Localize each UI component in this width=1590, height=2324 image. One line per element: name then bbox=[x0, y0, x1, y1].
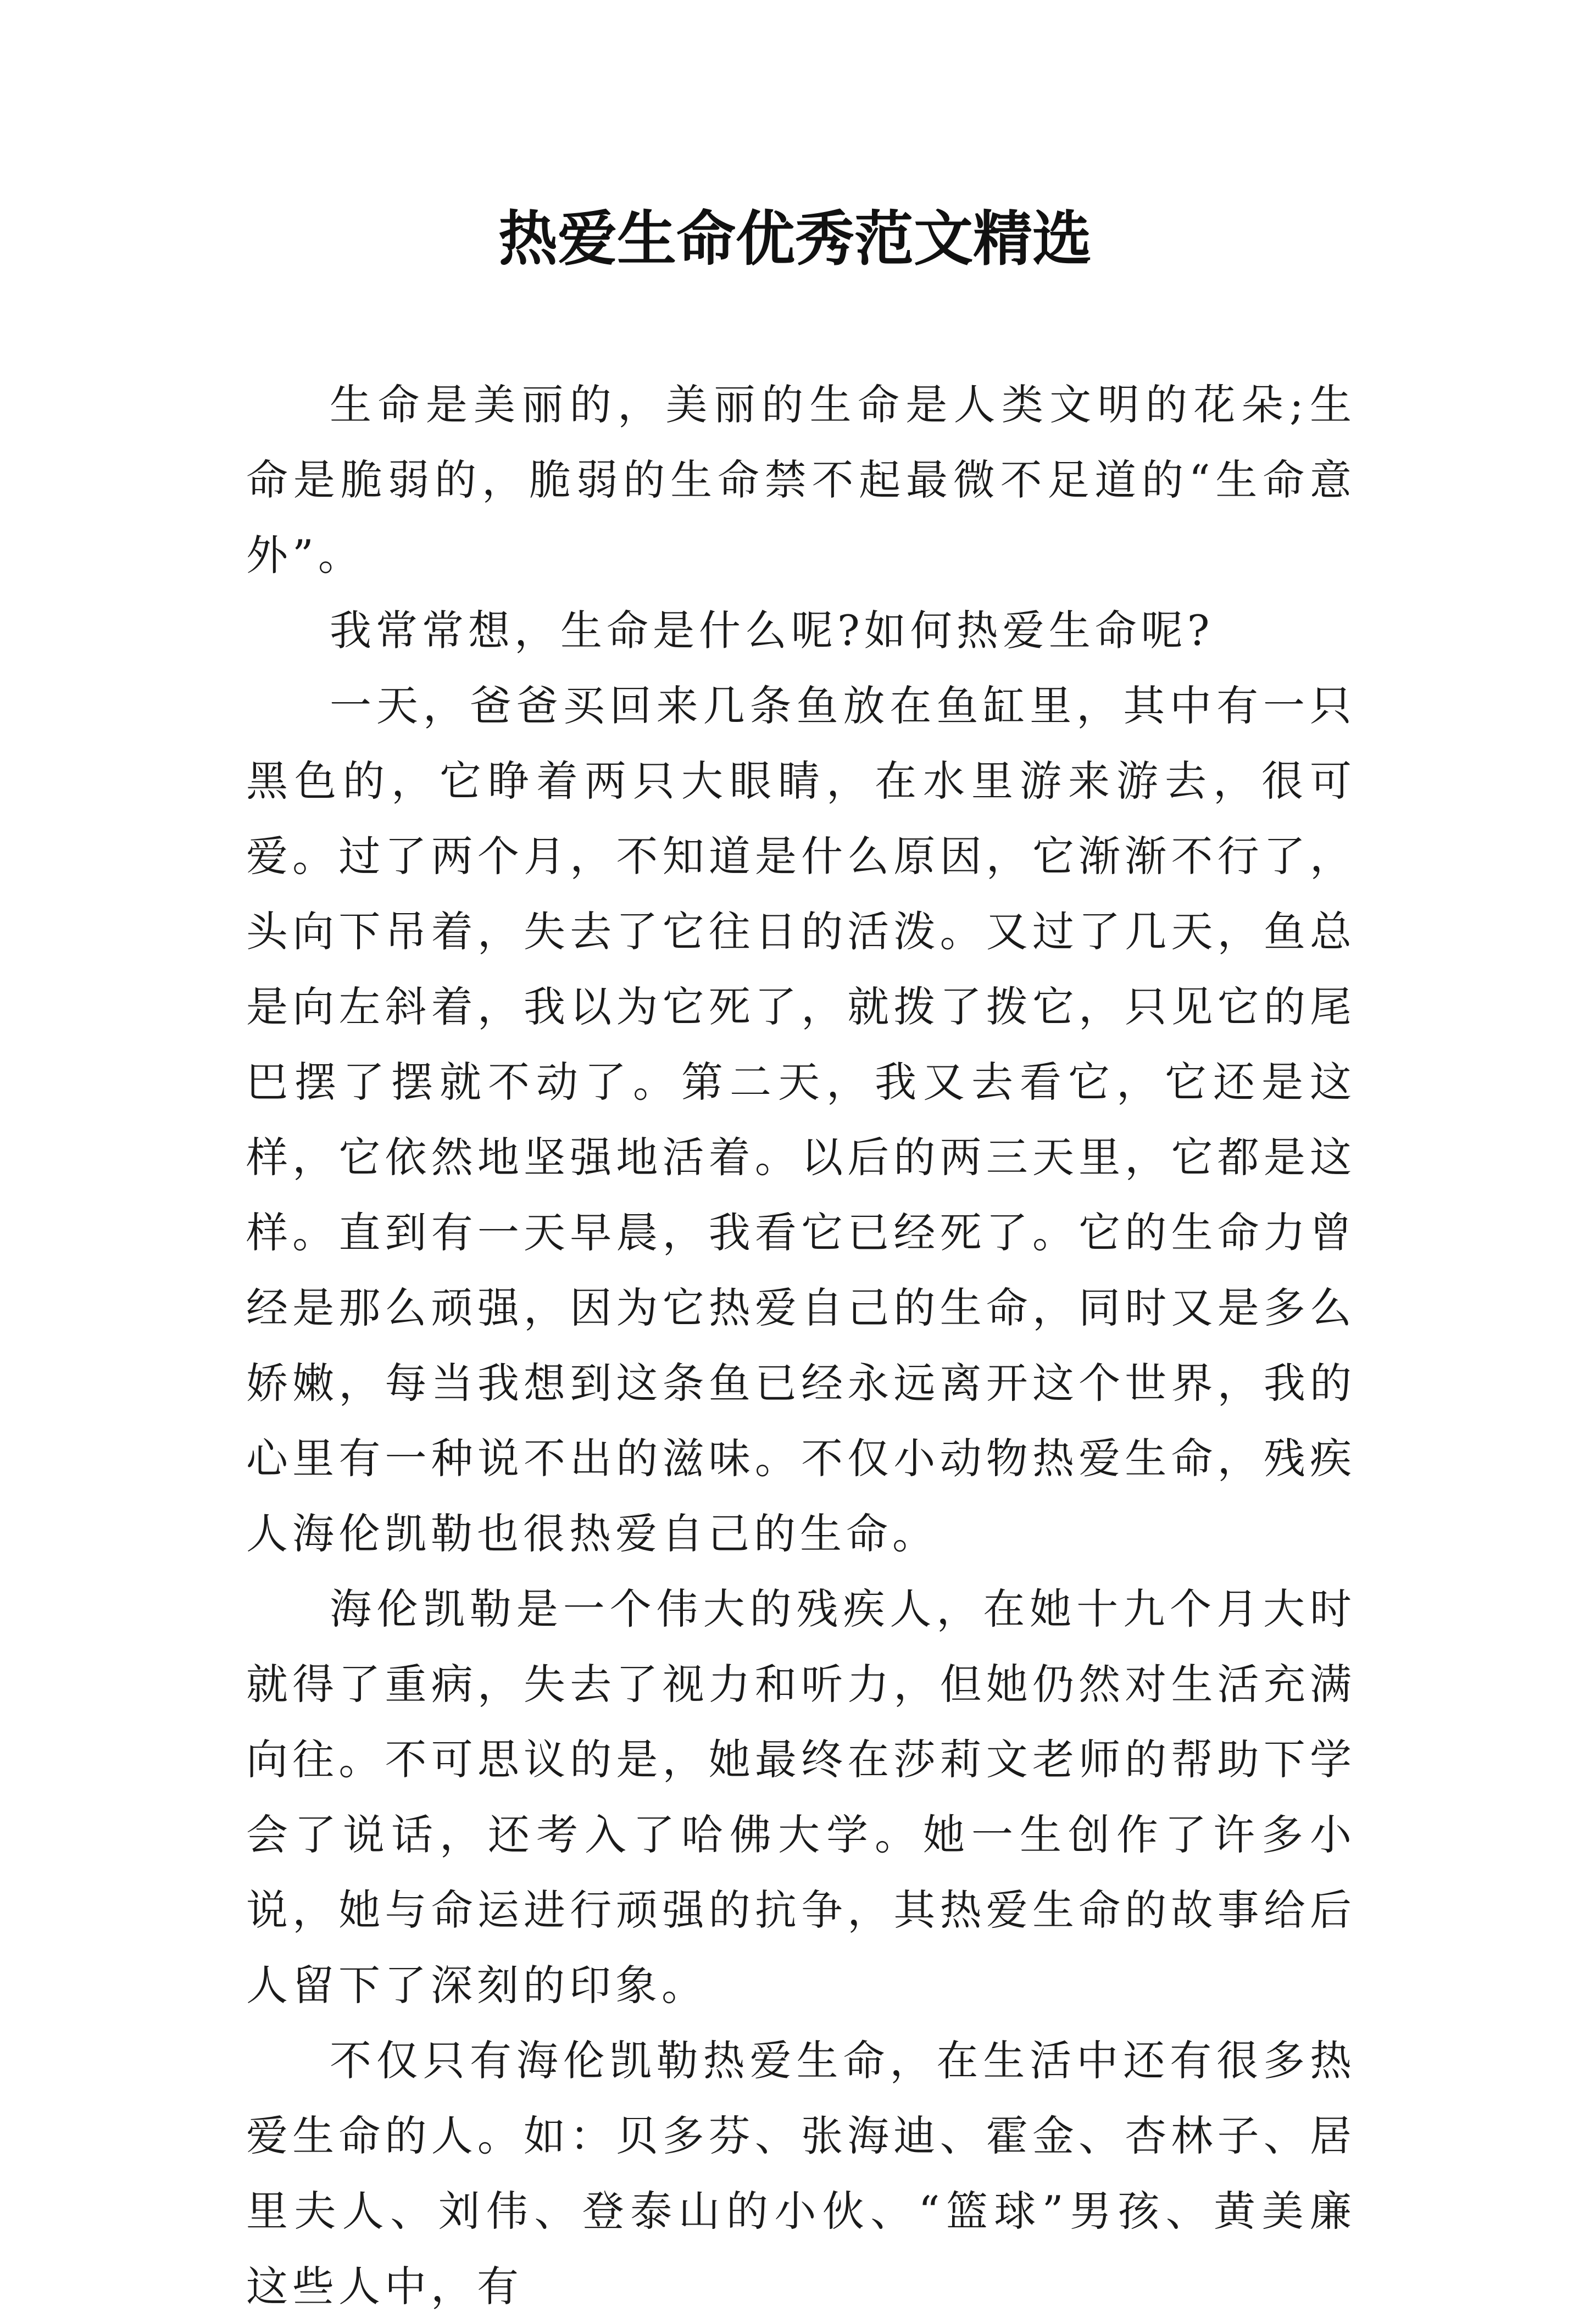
paragraph-5: 不仅只有海伦凯勒热爱生命，在生活中还有很多热爱生命的人。如：贝多芬、张海迪、霍金、杏林子、居里夫人、刘伟、登泰山的小伙、“篮球”男孩、黄美廉这些人中，有 bbox=[246, 2036, 1356, 2311]
paragraph-1: 生命是美丽的，美丽的生命是人类文明的花朵;生命是脆弱的，脆弱的生命禁不起最微不足道的“生命意外”。 bbox=[246, 380, 1356, 580]
paragraph-2: 我常常想，生命是什么呢?如何热爱生命呢? bbox=[330, 606, 1214, 655]
document-body bbox=[246, 367, 1356, 2324]
paragraph-3: 一天，爸爸买回来几条鱼放在鱼缸里，其中有一只黑色的，它睁着两只大眼睛，在水里游来游去，很可爱。过了两个月，不知道是什么原因，它渐渐不行了，头向下吊着，失去了它往日的活泼。又过了几天，鱼总是向左斜着，我以为它死了，就拨了拨它，只见它的尾巴摆了摆就不动了。第二天，我又去看它，它还是这样，它依然地坚强地活着。以后的两三天里，它都是这样。直到有一天早晨，我看它已经死了。它的生命力曾经是那么顽强，因为它热爱自己的生命，同时又是多么娇嫩，每当我想到这条鱼已经永远离开这个世界，我的心里有一种说不出的滋味。不仅小动物热爱生命，残疾人海伦凯勒也很热爱自己的生命。 bbox=[246, 681, 1356, 1558]
document-title: 热爱生命优秀范文精选 bbox=[498, 204, 1092, 274]
paragraph-4: 海伦凯勒是一个伟大的残疾人，在她十九个月大时就得了重病，失去了视力和听力，但她仍然对生活充满向往。不可思议的是，她最终在莎莉文老师的帮助下学会了说话，还考入了哈佛大学。她一生创作了许多小说，她与命运进行顽强的抗争，其热爱生命的故事给后人留下了深刻的印象。 bbox=[246, 1584, 1356, 2010]
